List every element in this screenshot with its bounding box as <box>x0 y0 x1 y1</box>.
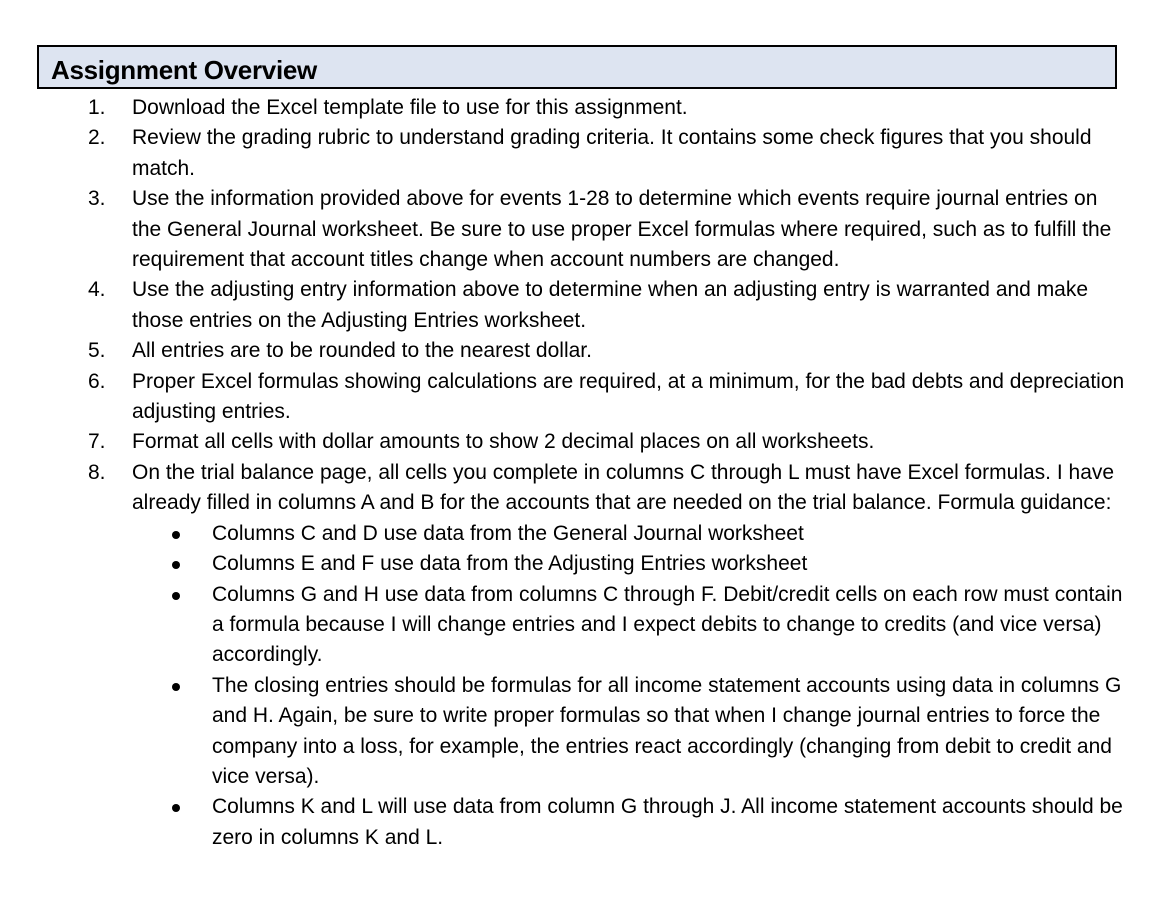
bullet-icon <box>172 531 180 539</box>
item-number: 8. <box>88 460 106 484</box>
bullet-icon <box>172 683 180 691</box>
bullet-item <box>212 671 1132 793</box>
list-item-2 <box>0 123 1170 184</box>
bullet-item <box>212 580 1132 671</box>
list-item-3 <box>0 184 1170 275</box>
bullet-icon <box>172 804 180 812</box>
bullet-text: Columns G and H use data from columns C through F. Debit/credit cells on each row must contain a formula because I will change entries and I expect debits to change to credits (and vice versa) accordingly. <box>212 582 1123 667</box>
item-text: All entries are to be rounded to the nearest dollar. <box>132 339 592 363</box>
item-text: On the trial balance page, all cells you complete in columns C through L must have Excel formulas. I have already filled in columns A and B for the accounts that are needed on the trial balance. Formula guidance: <box>132 460 1115 515</box>
bullet-icon <box>172 561 180 569</box>
item-text: Review the grading rubric to understand grading criteria. It contains some check figures that you should match. <box>132 126 1092 180</box>
bullet-icon <box>172 592 180 600</box>
list-item-6 <box>0 367 1170 428</box>
list-item-4 <box>0 275 1170 336</box>
item-number: 6. <box>88 369 106 393</box>
bullet-item <box>212 792 1132 853</box>
item-number: 1. <box>88 96 106 119</box>
bullet-text: Columns K and L will use data from column G through J. All income statement accounts should be zero in columns K and L. <box>212 795 1123 849</box>
instruction-list <box>0 93 1170 853</box>
list-item-8 <box>0 458 1170 519</box>
list-item-7 <box>0 427 1170 457</box>
list-item-5 <box>0 336 1170 366</box>
item-number: 3. <box>88 187 106 211</box>
item-text: Proper Excel formulas showing calculations are required, at a minimum, for the bad debts and depreciation adjusting entries. <box>132 369 1125 424</box>
bullet-item <box>212 519 1132 549</box>
item-number: 7. <box>88 430 106 454</box>
item-text: Use the adjusting entry information above to determine when an adjusting entry is warranted and make those entries on the Adjusting Entries worksheet. <box>132 278 1089 332</box>
assignment-overview-header <box>37 45 1117 89</box>
formula-guidance-list <box>212 519 1132 853</box>
bullet-text: Columns E and F use data from the Adjusting Entries worksheet <box>212 552 808 576</box>
item-number: 2. <box>88 126 106 150</box>
item-text: Use the information provided above for events 1-28 to determine which events require journal entries on the General Journal worksheet. Be sure to use proper Excel formulas where required, such as to fulfill the requirement that account titles change when account numbers are changed. <box>132 187 1112 272</box>
bullet-item <box>212 549 1132 579</box>
item-number: 5. <box>88 339 106 363</box>
section-title: Assignment Overview <box>51 55 317 85</box>
item-text: Download the Excel template file to use for this assignment. <box>132 96 688 119</box>
bullet-text: The closing entries should be formulas for all income statement accounts using data in columns G and H. Again, be sure to write proper formulas so that when I change journal entries to force the company into a loss, for example, the entries react accordingly (changing from debit to credit and vice versa). <box>212 673 1122 788</box>
list-item-1 <box>0 93 1170 123</box>
bullet-text: Columns C and D use data from the General Journal worksheet <box>212 521 804 545</box>
item-number: 4. <box>88 278 106 302</box>
item-text: Format all cells with dollar amounts to show 2 decimal places on all worksheets. <box>132 430 875 454</box>
